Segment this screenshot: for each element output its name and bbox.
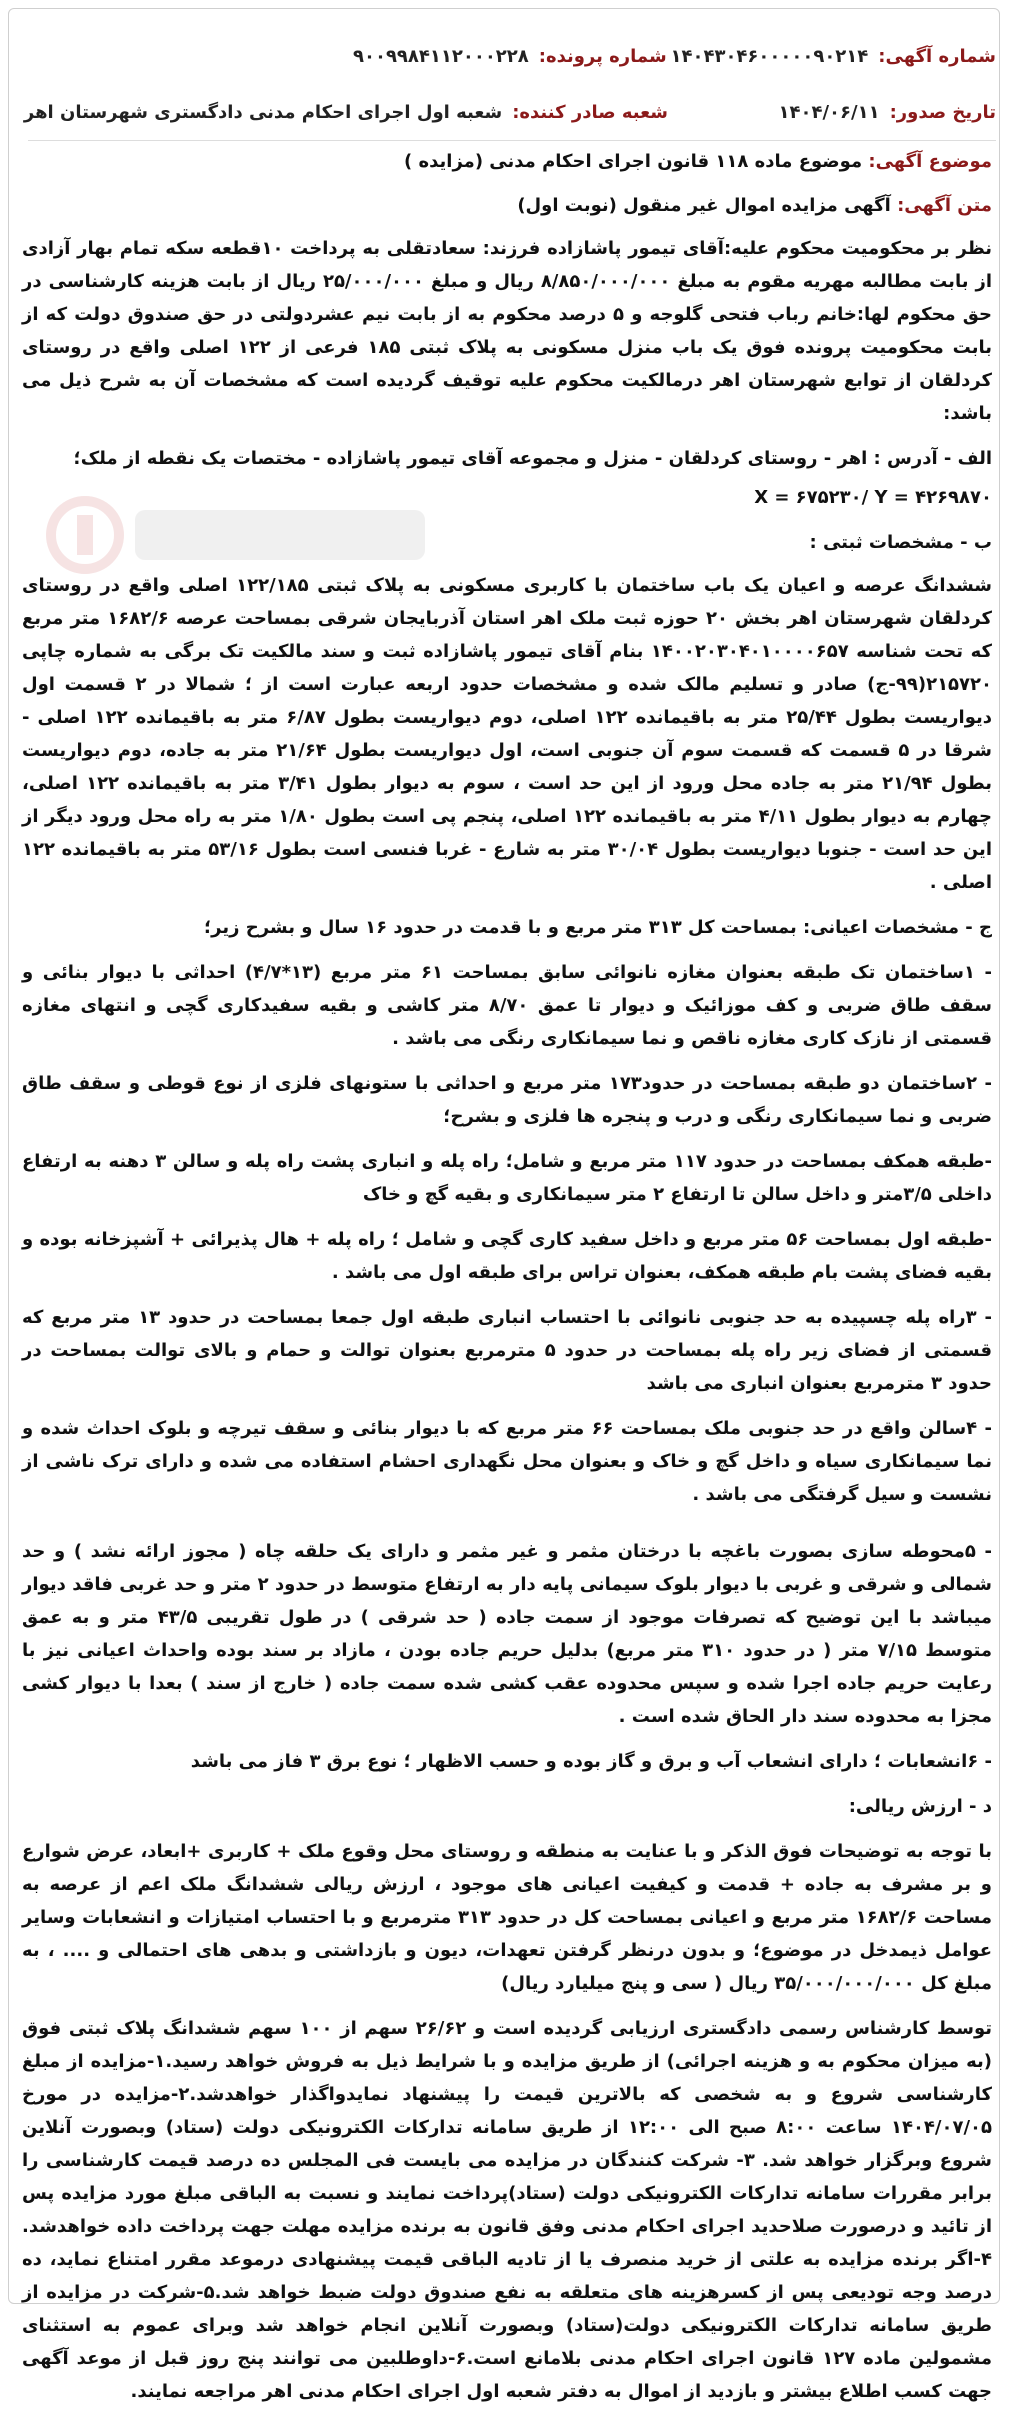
section-c-item-3: - ۳راه پله چسپیده به حد جنوبی نانوائی با احتساب انباری طبقه اول جمعا بمساحت در حدود ۱۳ متر مربع که قسمتی از فضای زیر راه پله بمساحت در حدود ۵ مترمربع بعنوان توالت و حمام و بالای توالت بمساحت در حدود ۳ مترمربع بعنوان انباری می باشد xyxy=(22,1307,992,1394)
section-c-item-2: - ۲ساختمان دو طبقه بمساحت در حدود۱۷۳ متر مربع و احداثی با ستونهای فلزی از نوع قوطی و سقف طاق ضربی و نما سیمانکاری رنگی و درب و پنجره ها فلزی و بشرح؛ xyxy=(22,1073,992,1127)
auction-conditions: توسط کارشناس رسمی دادگستری ارزیابی گردیده است و ۲۶/۶۲ سهم از ۱۰۰ سهم ششدانگ پلاک ثبتی فوق (به میزان محکوم به و هزینه اجرائی) از طریق مزایده و با شرایط ذیل به فروش خواهد رسید.۱-مزایده از مبلغ کارشناسی شروع و به شخصی که بالاترین قیمت را پیشنهاد نمایدواگذار خواهدشد.۲-مزایده در مورخ ۱۴۰۴/۰۷/۰۵ ساعت ۸:۰۰ صبح الی ۱۲:۰۰ از طریق سامانه تدارکات الکترونیکی دولت (ستاد) وبصورت آنلاین شروع وبرگزار خواهد شد. ۳- شرکت کنندگان در مزایده می بایست فی المجلس ده درصد قیمت کارشناسی را برابر مقررات سامانه تدارکات الکترونیکی دولت (ستاد)پرداخت نمایند و نسبت به الباقی مبلغ مورد مزایده پس از تائید و درصورت صلاحدید اجرای احکام مدنی وفق قانون به برنده مزایده مهلت جهت پرداخت داده خواهدشد. ۴-اگر برنده مزایده به علتی از خرید منصرف یا از تادیه الباقی قیمت پیشنهادی درموعد مقرر امتناع نماید، ده درصد وجه تودیعی پس از کسرهزینه های متعلقه به نفع صندوق دولت ضبط خواهد شد.۵-شرکت در مزایده از طریق سامانه تدارکات الکترونیکی دولت(ستاد) وبصورت آنلاین انجام خواهد شد وبرای عموم به استثنای مشمولین ماده ۱۲۷ قانون اجرای احکام مدنی بلامانع است.۶-داوطلبین می توانند پنج روز قبل از موعد آگهی جهت کسب اطلاع بیشتر و بازدید از اموال به دفتر شعبه اول اجرای احکام مدنی اهر مراجعه نمایند. xyxy=(22,2018,993,2402)
issue-date-value: ۱۴۰۴/۰۶/۱۱ xyxy=(778,101,880,123)
case-number-value: ۹۰۰۹۹۸۴۱۱۲۰۰۰۲۲۸ xyxy=(352,45,529,67)
section-c-heading: ج - مشخصات اعیانی: بمساحت کل ۳۱۳ متر مربع و با قدمت در حدود ۱۶ سال و بشرح زیر؛ xyxy=(203,917,992,938)
section-b-heading: ب - مشخصات ثبتی : xyxy=(809,532,992,553)
notice-body xyxy=(22,232,992,2414)
coordinates: X = ۶۷۵۲۳۰/ Y = ۴۲۶۹۸۷۰ xyxy=(754,487,992,508)
header-divider xyxy=(28,140,996,141)
address-paragraph: الف - آدرس : اهر - روستای کردلقان - منزل و مجموعه آقای تیمور پاشازاده - مختصات یک نقطه از ملک؛ xyxy=(73,448,992,469)
section-c-item-1: - ۱ساختمان تک طبقه بعنوان مغازه نانوائی سابق بمساحت ۶۱ متر مربع (۱۳*۴/۷) احداثی با دیوار بنائی و سقف طاق ضربی و کف موزائیک و دیوار تا عمق ۸/۷۰ متر کاشی و بقیه سفیدکاری گچی و انتهای مغازه قسمتی از نازک کاری مغازه ناقص و نما سیمانکاری رنگی می باشد . xyxy=(22,962,993,1049)
notice-text-label: متن آگهی: xyxy=(897,195,992,216)
subject-value: موضوع ماده ۱۱۸ قانون اجرای احکام مدنی (مزایده ) xyxy=(404,151,863,172)
issuer xyxy=(23,101,668,123)
subject-label: موضوع آگهی: xyxy=(868,151,992,172)
issue-date-label: تاریخ صدور: xyxy=(889,101,996,123)
section-b-text: ششدانگ عرصه و اعیان یک باب ساختمان با کاربری مسکونی به پلاک ثبتی ۱۲۲/۱۸۵ اصلی واقع در روستای کردلقان شهرستان اهر بخش ۲۰ حوزه ثبت ملک اهر استان آذربایجان شرقی بمساحت عرصه ۱۶۸۲/۶ متر مربع که تحت شناسه ۱۴۰۰۲۰۳۰۴۰۱۰۰۰۰۶۵۷ بنام آقای تیمور پاشازاده ثبت و سند مالکیت تک برگی به شماره چاپی ۲۱۵۷۲۰(۹۹-ج) صادر و تسلیم مالک شده و مشخصات حدود اربعه عبارت است از ؛ شمالا در ۲ قسمت اول دیواریست بطول ۲۵/۴۴ متر به باقیمانده ۱۲۲ اصلی، دوم دیواریست بطول ۶/۸۷ متر به باقیمانده ۱۲۲ اصلی - شرقا در ۵ قسمت که قسمت سوم آن جنوبی است، اول دیواریست بطول ۲۱/۶۴ متر به جاده، دوم دیواریست بطول ۲۱/۹۴ متر به جاده محل ورود از این حد است ، سوم به دیوار بطول ۳/۴۱ متر به باقیمانده ۱۲۲ اصلی، چهارم به دیوار بطول ۴/۱۱ متر به باقیمانده ۱۲۲ اصلی، پنجم پی است بطول ۱/۸۰ متر به راه محل ورود دیگر از این حد است - جنوبا دیواریست بطول ۳۰/۰۴ متر به شارع - غربا فنسی است بطول ۵۳/۱۶ متر به باقیمانده ۱۲۲ اصلی . xyxy=(22,575,993,893)
section-c-item-4: - ۴سالن واقع در حد جنوبی ملک بمساحت ۶۶ متر مربع که با دیوار بنائی و سقف تیرچه و بلوک احداث شده و نما سیمانکاری سیاه و داخل گچ و خاک و بعنوان محل نگهداری احشام استفاده می شده و دارای ترک ناشی از نشست و سیل گرفتگی می باشد . xyxy=(22,1418,992,1505)
ad-number xyxy=(667,46,996,67)
section-d-text: با توجه به توضیحات فوق الذکر و با عنایت به منطقه و روستای محل وقوع ملک + کاربری +ابعاد، عرض شوارع و بر مشرف به جاده + قدمت و کیفیت اعیانی های موجود ، ارزش ریالی ششدانگ ملک اعم از عرصه به مساحت ۱۶۸۲/۶ متر مربع و اعیانی بمساحت کل در حدود ۳۱۳ مترمربع و با احتساب امتیازات و انشعابات وسایر عوامل ذیمدخل در موضوع؛ و بدون درنظر گرفتن تعهدات، دیون و بازداشتی و بدهی های احتمالی و .... ، به مبلغ کل ۳۵/۰۰۰/۰۰۰/۰۰۰ ریال ( سی و پنج میلیارد ریال) xyxy=(22,1841,993,1994)
subject-line xyxy=(22,148,992,175)
case-number-label: شماره پرونده: xyxy=(538,45,667,67)
section-c-item-5: - ۵محوطه سازی بصورت باغچه با درختان مثمر و غیر مثمر و دارای یک حلقه چاه ( مجوز ارائه نشد ) و حد شمالی و شرقی و غربی با دیوار بلوک سیمانی پایه دار به ارتفاع متوسط در حدود ۲ متر و حد غربی فاقد دیوار میباشد با این توضیح که تصرفات موجود از سمت جاده ( حد شرقی ) در طول تقریبی ۴۳/۵ متر و به عمق متوسط ۷/۱۵ متر ( در حدود ۳۱۰ متر مربع) بدلیل حریم جاده بودن ، مازاد بر سند بوده واحداث اعیانی نیز با رعایت حریم جاده اجرا شده و سپس محدوده عقب کشی شده سمت جاده ( خارج از سند ) بعدا با دیوار کشی مجزا به محدوده سند دار الحاق شده است . xyxy=(22,1541,992,1727)
header-row-2 xyxy=(23,84,996,140)
header-row-1 xyxy=(28,28,996,84)
intro-paragraph: نظر بر محکومیت محکوم علیه:آقای تیمور پاشازاده فرزند: سعادتقلی به پرداخت ۱۰قطعه سکه تمام بهار آزادی از بابت مطالبه مهریه مقوم به مبلغ ۸/۸۵۰/۰۰۰/۰۰۰ ریال و مبلغ ۲۵/۰۰۰/۰۰۰ ریال از بابت هزینه کارشناسی در حق محکوم لها:خانم رباب فتحی گلوجه و ۵ درصد محکوم به از بابت نیم عشردولتی در حق صندوق دولت که از بابت محکومیت پرونده فوق یک باب منزل مسکونی به پلاک ثبتی ۱۸۵ فرعی از ۱۲۲ اصلی واقع در روستای کردلقان از توابع شهرستان اهر درمالکیت محکوم علیه توقیف گردیده است که مشخصات آن به شرح ذیل می باشد: xyxy=(22,238,992,424)
case-number xyxy=(28,46,667,67)
ad-number-value: ۱۴۰۴۳۰۴۶۰۰۰۰۰۹۰۲۱۴ xyxy=(670,45,869,67)
notice-title-line xyxy=(22,192,992,219)
section-c-item-2a: -طبقه همکف بمساحت در حدود ۱۱۷ متر مربع و شامل؛ راه پله و انباری پشت راه پله و سالن ۳ دهنه به ارتفاع داخلی ۳/۵متر و داخل سالن تا ارتفاع ۲ متر سیمانکاری و بقیه گچ و خاک xyxy=(22,1151,992,1205)
notice-title: آگهی مزایده اموال غیر منقول (نوبت اول) xyxy=(517,195,891,216)
section-c-item-2b: -طبقه اول بمساحت ۵۶ متر مربع و داخل سفید کاری گچی و شامل ؛ راه پله + هال پذیرائی + آشپزخانه بوده و بقیه فضای پشت بام طبقه همکف، بعنوان تراس برای طبقه اول می باشد . xyxy=(22,1229,992,1283)
issuer-label: شعبه صادر کننده: xyxy=(512,101,668,123)
notice-header xyxy=(23,28,996,140)
issue-date xyxy=(668,102,996,123)
ad-number-label: شماره آگهی: xyxy=(878,45,996,67)
section-d-heading: د - ارزش ریالی: xyxy=(848,1796,992,1817)
section-c-item-6: - ۶انشعابات ؛ دارای انشعاب آب و برق و گاز بوده و حسب الاظهار ؛ نوع برق ۳ فاز می باشد xyxy=(190,1751,992,1772)
issuer-value: شعبه اول اجرای احکام مدنی دادگستری شهرستان اهر xyxy=(23,101,503,123)
